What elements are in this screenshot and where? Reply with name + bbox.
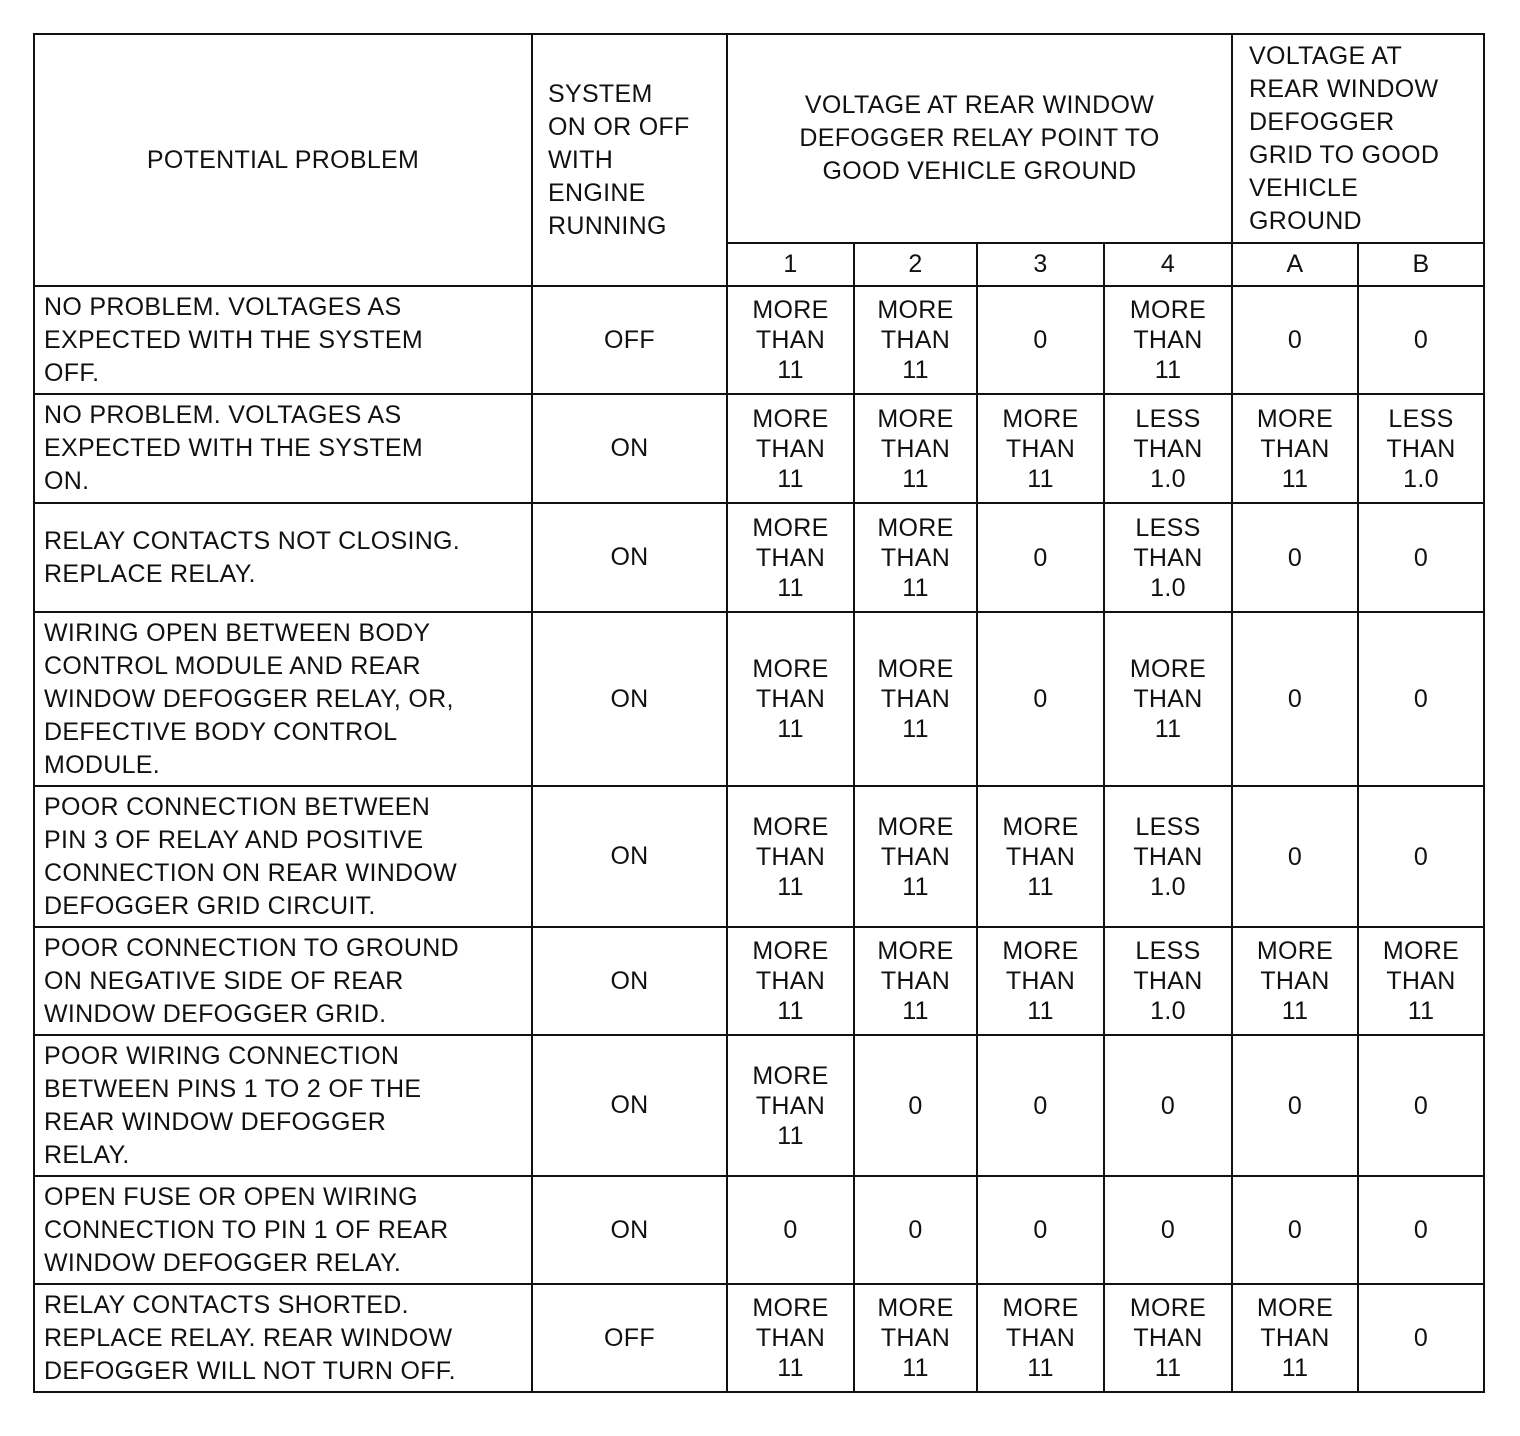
- problem-cell: RELAY CONTACTS NOT CLOSING. REPLACE RELAY.: [34, 503, 532, 612]
- system-state-cell: ON: [532, 927, 727, 1035]
- relay-point-4-header: 4: [1104, 243, 1232, 286]
- voltage-2-cell: MORE THAN 11: [854, 1284, 977, 1392]
- voltage-4-cell: LESS THAN 1.0: [1104, 503, 1232, 612]
- voltage-4-cell: 0: [1104, 1176, 1232, 1284]
- voltage-a-cell: 0: [1232, 286, 1358, 394]
- voltage-b-cell: 0: [1358, 1035, 1484, 1176]
- table-row: [34, 1284, 1484, 1392]
- voltage-a-cell: 0: [1232, 612, 1358, 786]
- voltage-4-cell: LESS THAN 1.0: [1104, 927, 1232, 1035]
- voltage-b-cell: 0: [1358, 1176, 1484, 1284]
- potential-problem-header: POTENTIAL PROBLEM: [34, 34, 532, 286]
- voltage-b-cell: 0: [1358, 786, 1484, 927]
- voltage-a-cell: 0: [1232, 786, 1358, 927]
- relay-voltage-header: VOLTAGE AT REAR WINDOW DEFOGGER RELAY POINT TO GOOD VEHICLE GROUND: [727, 34, 1232, 243]
- voltage-b-cell: MORE THAN 11: [1358, 927, 1484, 1035]
- voltage-2-cell: MORE THAN 11: [854, 612, 977, 786]
- problem-cell: NO PROBLEM. VOLTAGES AS EXPECTED WITH THE SYSTEM ON.: [34, 394, 532, 503]
- system-state-header: SYSTEM ON OR OFF WITH ENGINE RUNNING: [532, 34, 727, 286]
- problem-cell: POOR CONNECTION TO GROUND ON NEGATIVE SIDE OF REAR WINDOW DEFOGGER GRID.: [34, 927, 532, 1035]
- voltage-b-cell: 0: [1358, 286, 1484, 394]
- table-row: [34, 927, 1484, 1035]
- voltage-3-cell: 0: [977, 1035, 1104, 1176]
- voltage-1-cell: MORE THAN 11: [727, 1035, 854, 1176]
- voltage-3-cell: MORE THAN 11: [977, 1284, 1104, 1392]
- voltage-3-cell: 0: [977, 1176, 1104, 1284]
- problem-cell: POOR WIRING CONNECTION BETWEEN PINS 1 TO 2 OF THE REAR WINDOW DEFOGGER RELAY.: [34, 1035, 532, 1176]
- voltage-2-cell: MORE THAN 11: [854, 503, 977, 612]
- voltage-1-cell: MORE THAN 11: [727, 612, 854, 786]
- table-row: [34, 394, 1484, 503]
- voltage-a-cell: MORE THAN 11: [1232, 1284, 1358, 1392]
- voltage-a-cell: MORE THAN 11: [1232, 394, 1358, 503]
- voltage-2-cell: 0: [854, 1176, 977, 1284]
- table-row: [34, 786, 1484, 927]
- problem-cell: RELAY CONTACTS SHORTED. REPLACE RELAY. REAR WINDOW DEFOGGER WILL NOT TURN OFF.: [34, 1284, 532, 1392]
- system-state-cell: ON: [532, 394, 727, 503]
- voltage-b-cell: LESS THAN 1.0: [1358, 394, 1484, 503]
- system-state-cell: ON: [532, 612, 727, 786]
- voltage-2-cell: 0: [854, 1035, 977, 1176]
- voltage-2-cell: MORE THAN 11: [854, 286, 977, 394]
- voltage-4-cell: MORE THAN 11: [1104, 612, 1232, 786]
- grid-voltage-header: VOLTAGE AT REAR WINDOW DEFOGGER GRID TO GOOD VEHICLE GROUND: [1232, 34, 1484, 243]
- voltage-4-cell: 0: [1104, 1035, 1232, 1176]
- voltage-2-cell: MORE THAN 11: [854, 927, 977, 1035]
- voltage-b-cell: 0: [1358, 612, 1484, 786]
- table-row: [34, 503, 1484, 612]
- voltage-1-cell: MORE THAN 11: [727, 927, 854, 1035]
- table-row: [34, 612, 1484, 786]
- voltage-1-cell: 0: [727, 1176, 854, 1284]
- voltage-2-cell: MORE THAN 11: [854, 394, 977, 503]
- voltage-1-cell: MORE THAN 11: [727, 394, 854, 503]
- system-state-cell: OFF: [532, 1284, 727, 1392]
- table-row: [34, 286, 1484, 394]
- voltage-1-cell: MORE THAN 11: [727, 286, 854, 394]
- system-state-cell: OFF: [532, 286, 727, 394]
- voltage-3-cell: MORE THAN 11: [977, 394, 1104, 503]
- voltage-b-cell: 0: [1358, 1284, 1484, 1392]
- relay-point-3-header: 3: [977, 243, 1104, 286]
- voltage-4-cell: LESS THAN 1.0: [1104, 786, 1232, 927]
- voltage-a-cell: 0: [1232, 503, 1358, 612]
- voltage-2-cell: MORE THAN 11: [854, 786, 977, 927]
- voltage-b-cell: 0: [1358, 503, 1484, 612]
- voltage-1-cell: MORE THAN 11: [727, 1284, 854, 1392]
- diagnosis-table: [33, 33, 1485, 1393]
- voltage-a-cell: 0: [1232, 1035, 1358, 1176]
- grid-point-a-header: A: [1232, 243, 1358, 286]
- voltage-1-cell: MORE THAN 11: [727, 503, 854, 612]
- voltage-4-cell: MORE THAN 11: [1104, 1284, 1232, 1392]
- system-state-cell: ON: [532, 503, 727, 612]
- grid-point-b-header: B: [1358, 243, 1484, 286]
- voltage-3-cell: MORE THAN 11: [977, 927, 1104, 1035]
- voltage-3-cell: 0: [977, 286, 1104, 394]
- problem-cell: OPEN FUSE OR OPEN WIRING CONNECTION TO PIN 1 OF REAR WINDOW DEFOGGER RELAY.: [34, 1176, 532, 1284]
- voltage-1-cell: MORE THAN 11: [727, 786, 854, 927]
- voltage-3-cell: MORE THAN 11: [977, 786, 1104, 927]
- system-state-cell: ON: [532, 786, 727, 927]
- problem-cell: POOR CONNECTION BETWEEN PIN 3 OF RELAY AND POSITIVE CONNECTION ON REAR WINDOW DEFOGGER GRID CIRCUIT.: [34, 786, 532, 927]
- table-row: [34, 1176, 1484, 1284]
- problem-cell: WIRING OPEN BETWEEN BODY CONTROL MODULE AND REAR WINDOW DEFOGGER RELAY, OR, DEFECTIVE BODY CONTROL MODULE.: [34, 612, 532, 786]
- voltage-4-cell: LESS THAN 1.0: [1104, 394, 1232, 503]
- voltage-a-cell: 0: [1232, 1176, 1358, 1284]
- relay-point-2-header: 2: [854, 243, 977, 286]
- voltage-3-cell: 0: [977, 503, 1104, 612]
- problem-cell: NO PROBLEM. VOLTAGES AS EXPECTED WITH THE SYSTEM OFF.: [34, 286, 532, 394]
- table-row: [34, 1035, 1484, 1176]
- system-state-cell: ON: [532, 1035, 727, 1176]
- relay-point-1-header: 1: [727, 243, 854, 286]
- system-state-cell: ON: [532, 1176, 727, 1284]
- voltage-4-cell: MORE THAN 11: [1104, 286, 1232, 394]
- voltage-3-cell: 0: [977, 612, 1104, 786]
- voltage-a-cell: MORE THAN 11: [1232, 927, 1358, 1035]
